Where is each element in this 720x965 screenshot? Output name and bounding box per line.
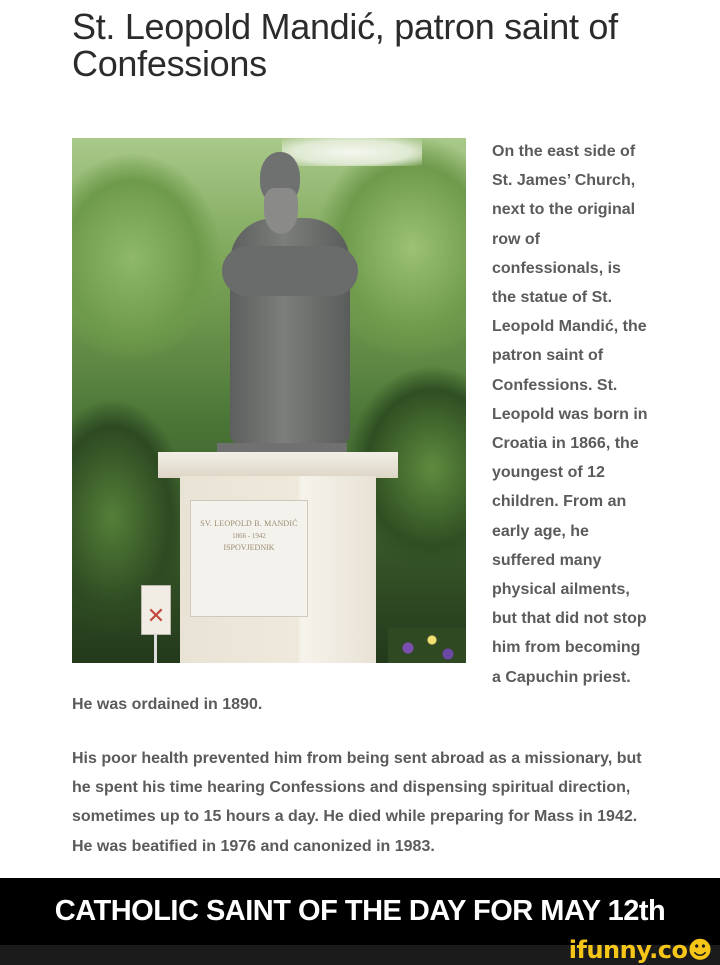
- text-line: row of: [492, 230, 540, 248]
- text-line: he spent his time hearing Confessions and dispensing spiritual direction,: [72, 779, 631, 797]
- text-line: His poor health prevented him from being sent abroad as a missionary, but: [72, 750, 642, 767]
- text-line: suffered many: [492, 551, 602, 569]
- no-candle-sign: [141, 585, 171, 635]
- prohibited-x-icon: ✕: [146, 603, 166, 628]
- article-title: [72, 8, 672, 82]
- text-line: a Capuchin priest.: [492, 668, 631, 686]
- text-line: St. James’ Church,: [492, 172, 636, 190]
- plaque-name: SV. LEOPOLD B. MANDIĆ: [200, 519, 298, 528]
- statue-arms: [222, 246, 358, 296]
- text-line: children. From an: [492, 493, 627, 511]
- ordination-text: He was ordained in 1890.: [72, 696, 263, 713]
- ifunny-watermark-logo: ifunny.co☻: [568, 936, 712, 964]
- pedestal-top: [158, 452, 398, 478]
- text-line: youngest of 12: [492, 464, 605, 482]
- text-line: but that did not stop: [492, 610, 647, 628]
- text-line: sometimes up to 15 hours a day. He died while preparing for Mass in 1942.: [72, 808, 638, 826]
- plaque-dates: 1866 - 1942: [232, 532, 266, 540]
- meme-caption: CATHOLIC SAINT OF THE DAY FOR MAY 12th: [54, 895, 666, 927]
- text-line: next to the original: [492, 201, 636, 219]
- text-line: Leopold Mandić, the: [492, 318, 647, 336]
- text-line: confessionals, is: [492, 259, 621, 277]
- plaque-title: ISPOVJEDNIK: [223, 543, 275, 552]
- statue-photo: [72, 138, 466, 663]
- sky-patch: [282, 138, 422, 166]
- text-line: On the east side of: [492, 143, 636, 160]
- text-line: him from becoming: [492, 639, 641, 657]
- article-paragraph-2: [72, 744, 672, 861]
- text-line: Croatia in 1866, the: [492, 435, 639, 453]
- article-title-line-2: Confessions: [72, 43, 267, 84]
- text-line: the statue of St.: [492, 289, 613, 307]
- article-side-text: [492, 137, 662, 692]
- text-line: Leopold was born in: [492, 405, 648, 423]
- flower-bed: [388, 628, 466, 663]
- sign-pole: [154, 633, 157, 663]
- statue-beard: [264, 188, 298, 234]
- article-title-line-1: St. Leopold Mandić, patron saint of: [72, 6, 618, 47]
- text-line: He was beatified in 1976 and canonized in 1983.: [72, 837, 435, 855]
- text-line: physical ailments,: [492, 581, 630, 599]
- memorial-plaque: [190, 500, 308, 617]
- text-line: patron saint of: [492, 347, 604, 365]
- text-line: Confessions. St.: [492, 376, 618, 394]
- text-line: early age, he: [492, 522, 589, 540]
